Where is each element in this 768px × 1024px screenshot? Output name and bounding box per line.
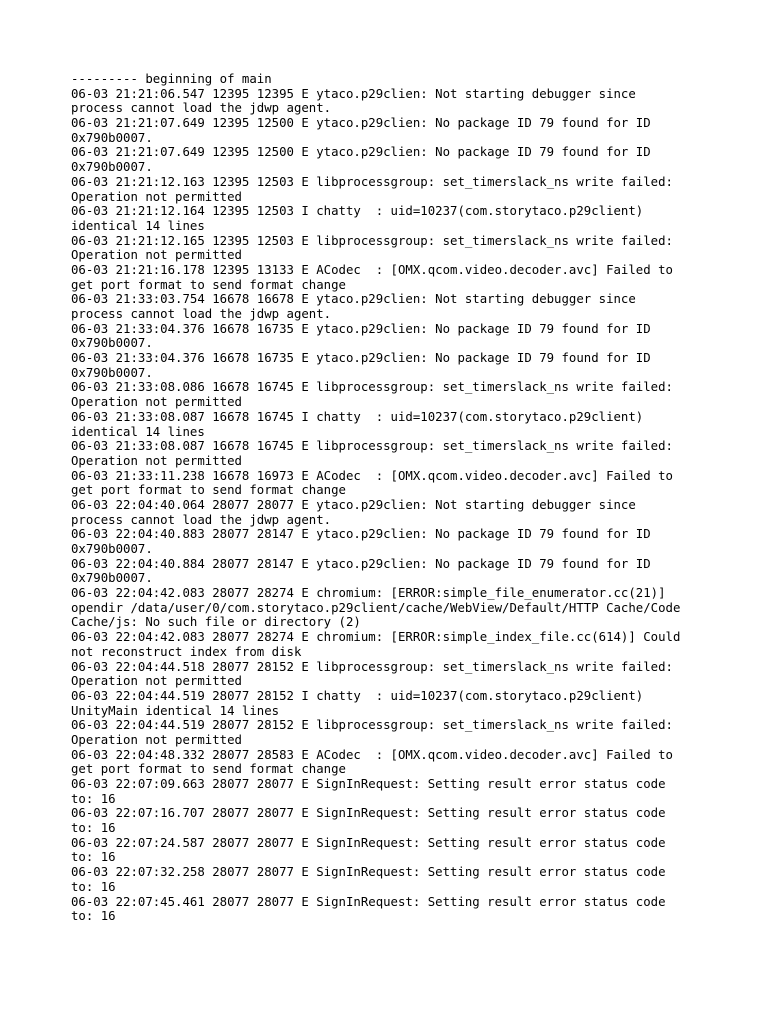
log-line: --------- beginning of main xyxy=(71,72,272,86)
log-line: to: 16 xyxy=(71,850,116,865)
log-line: 06-03 21:21:07.649 12395 12500 E ytaco.p29clien: No package ID 79 found for ID xyxy=(71,145,651,160)
log-line: not reconstruct index from disk xyxy=(71,644,302,659)
log-line: 06-03 22:04:42.083 28077 28274 E chromium: [ERROR:simple_index_file.cc(614)] Could xyxy=(71,630,681,645)
log-line: 06-03 21:21:16.178 12395 13133 E ACodec : [OMX.qcom.video.decoder.avc] Failed to xyxy=(71,262,673,277)
log-line: UnityMain identical 14 lines xyxy=(71,703,280,718)
log-line: 06-03 21:33:08.087 16678 16745 E libprocessgroup: set_timerslack_ns write failed: xyxy=(71,439,673,454)
log-line: 06-03 21:33:11.238 16678 16973 E ACodec : [OMX.qcom.video.decoder.avc] Failed to xyxy=(71,468,673,483)
log-output xyxy=(71,72,711,924)
log-line: 06-03 21:33:04.376 16678 16735 E ytaco.p29clien: No package ID 79 found for ID xyxy=(71,321,651,336)
log-line: to: 16 xyxy=(71,791,116,806)
log-line: 06-03 22:04:44.519 28077 28152 E libprocessgroup: set_timerslack_ns write failed: xyxy=(71,718,673,733)
log-line: get port format to send format change xyxy=(71,762,346,777)
log-line: 06-03 22:07:32.258 28077 28077 E SignInRequest: Setting result error status code xyxy=(71,865,666,880)
log-line: Operation not permitted xyxy=(71,248,242,263)
log-line: Operation not permitted xyxy=(71,732,242,747)
log-line: 06-03 21:33:08.087 16678 16745 I chatty : uid=10237(com.storytaco.p29client) xyxy=(71,409,644,424)
log-line: 06-03 21:33:08.086 16678 16745 E libprocessgroup: set_timerslack_ns write failed: xyxy=(71,380,673,395)
log-line: identical 14 lines xyxy=(71,424,205,439)
log-line: 06-03 22:07:24.587 28077 28077 E SignInRequest: Setting result error status code xyxy=(71,835,666,850)
log-line: 06-03 22:04:40.884 28077 28147 E ytaco.p29clien: No package ID 79 found for ID xyxy=(71,556,651,571)
log-line: to: 16 xyxy=(71,879,116,894)
log-line: 06-03 21:33:04.376 16678 16735 E ytaco.p29clien: No package ID 79 found for ID xyxy=(71,351,651,366)
log-line: 0x790b0007. xyxy=(71,160,153,175)
log-line: 06-03 21:21:07.649 12395 12500 E ytaco.p29clien: No package ID 79 found for ID xyxy=(71,116,651,131)
log-line: Cache/js: No such file or directory (2) xyxy=(71,615,361,630)
log-line: Operation not permitted xyxy=(71,395,242,410)
log-line: Operation not permitted xyxy=(71,674,242,689)
log-line: 06-03 22:07:16.707 28077 28077 E SignInRequest: Setting result error status code xyxy=(71,806,666,821)
log-line: 0x790b0007. xyxy=(71,336,153,351)
log-line: 06-03 21:21:12.163 12395 12503 E libprocessgroup: set_timerslack_ns write failed: xyxy=(71,174,673,189)
log-line: get port format to send format change xyxy=(71,483,346,498)
log-line: 06-03 22:04:40.883 28077 28147 E ytaco.p29clien: No package ID 79 found for ID xyxy=(71,527,651,542)
log-line: process cannot load the jdwp agent. xyxy=(71,512,332,527)
log-line: process cannot load the jdwp agent. xyxy=(71,101,332,116)
log-line: 0x790b0007. xyxy=(71,130,153,145)
log-line: Operation not permitted xyxy=(71,189,242,204)
log-line: 06-03 22:04:44.518 28077 28152 E libprocessgroup: set_timerslack_ns write failed: xyxy=(71,659,673,674)
log-line: opendir /data/user/0/com.storytaco.p29client/cache/WebView/Default/HTTP Cache/Code xyxy=(71,600,681,615)
log-line: 0x790b0007. xyxy=(71,365,153,380)
log-line: 06-03 22:04:44.519 28077 28152 I chatty : uid=10237(com.storytaco.p29client) xyxy=(71,688,644,703)
log-line: identical 14 lines xyxy=(71,218,205,233)
log-line: 06-03 22:04:48.332 28077 28583 E ACodec : [OMX.qcom.video.decoder.avc] Failed to xyxy=(71,747,673,762)
log-line: 06-03 22:04:42.083 28077 28274 E chromium: [ERROR:simple_file_enumerator.cc(21)] xyxy=(71,586,666,601)
log-line: 0x790b0007. xyxy=(71,571,153,586)
log-line: to: 16 xyxy=(71,909,116,924)
log-line: 06-03 21:33:03.754 16678 16678 E ytaco.p29clien: Not starting debugger since xyxy=(71,292,636,307)
log-line: 06-03 22:04:40.064 28077 28077 E ytaco.p29clien: Not starting debugger since xyxy=(71,497,636,512)
log-line: Operation not permitted xyxy=(71,453,242,468)
log-line: process cannot load the jdwp agent. xyxy=(71,307,332,321)
log-line: to: 16 xyxy=(71,821,116,836)
log-line: 06-03 22:07:45.461 28077 28077 E SignInRequest: Setting result error status code xyxy=(71,894,666,909)
log-line: 06-03 21:21:06.547 12395 12395 E ytaco.p29clien: Not starting debugger since xyxy=(71,86,636,101)
log-line: 06-03 21:21:12.165 12395 12503 E libprocessgroup: set_timerslack_ns write failed: xyxy=(71,233,673,248)
log-line: 06-03 22:07:09.663 28077 28077 E SignInRequest: Setting result error status code xyxy=(71,777,666,791)
log-line: get port format to send format change xyxy=(71,277,346,292)
log-line: 0x790b0007. xyxy=(71,542,153,556)
log-line: 06-03 21:21:12.164 12395 12503 I chatty : uid=10237(com.storytaco.p29client) xyxy=(71,204,644,219)
